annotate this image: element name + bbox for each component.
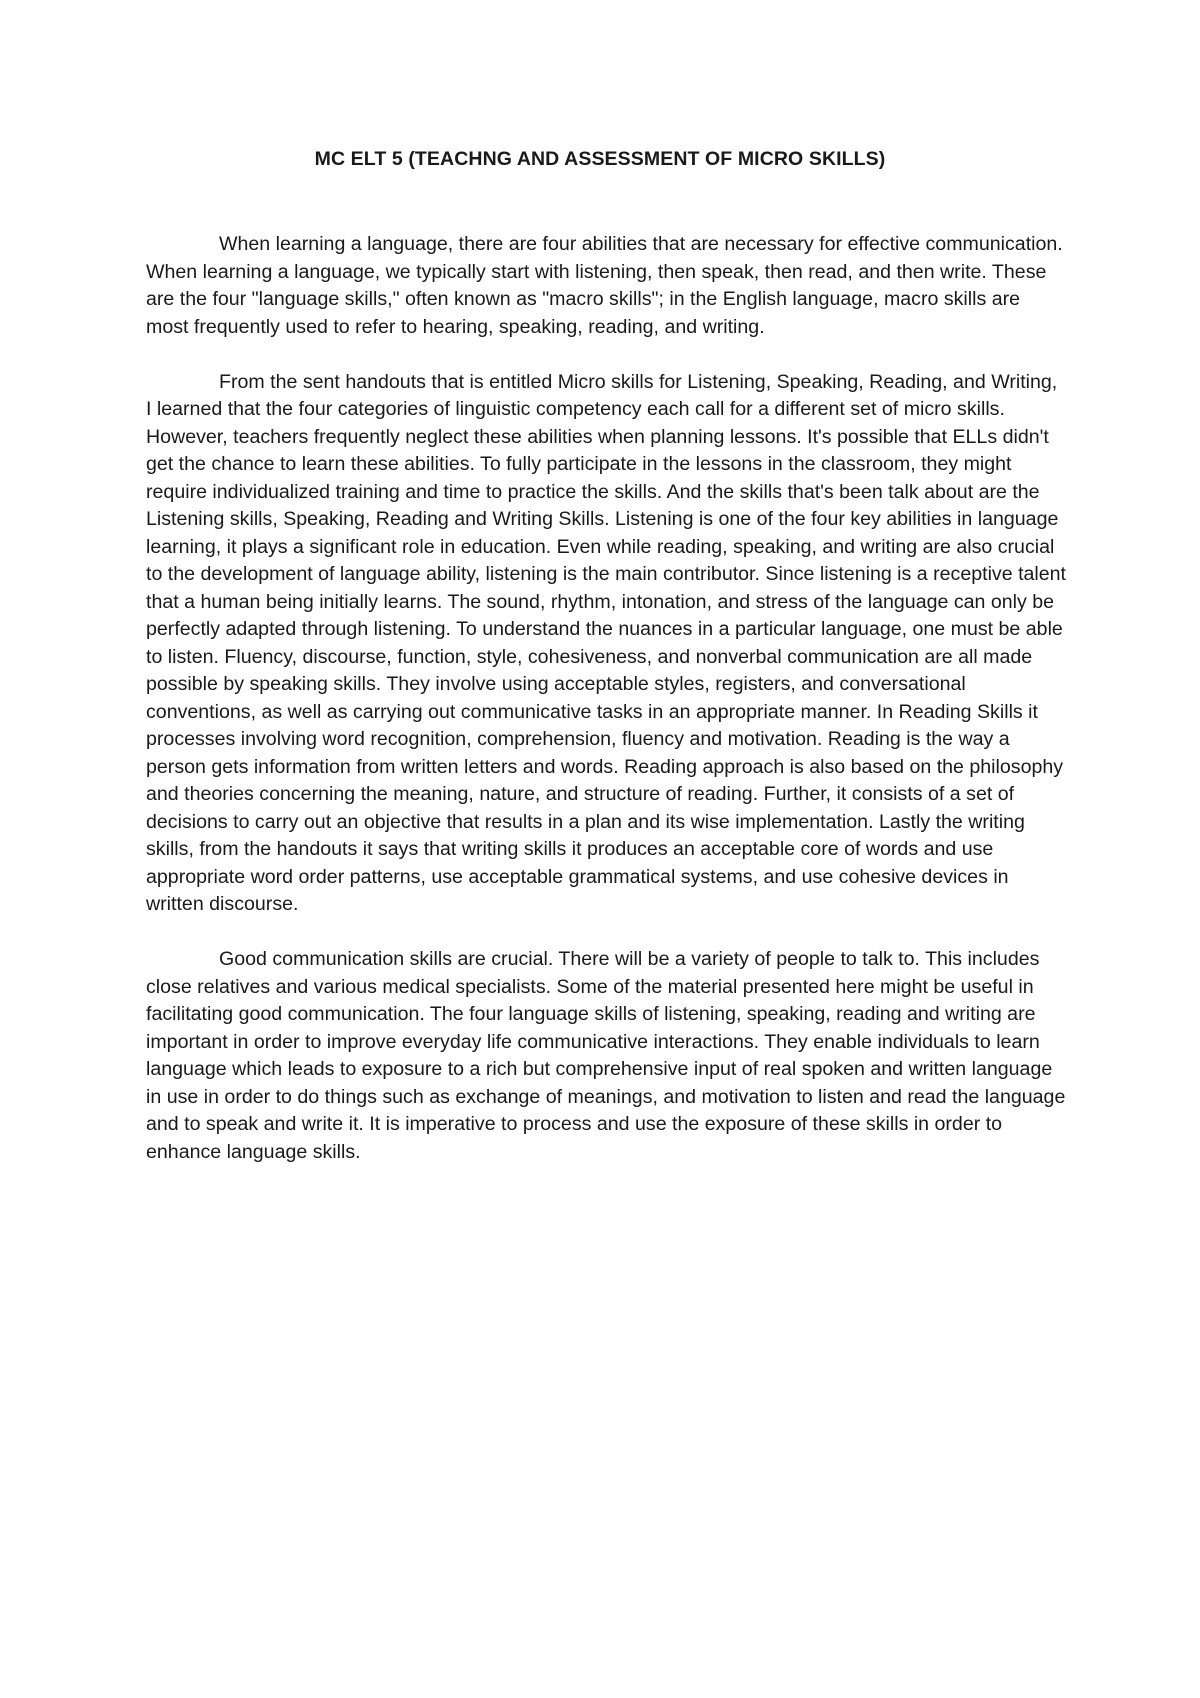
paragraph-communication: Good communication skills are crucial. There will be a variety of people to talk to. This includes close relatives and various medical specialists. Some of the material presented here might be useful in facilitating good communication. The four language skills of listening, speaking, reading and writing are important in order to improve everyday life communicative interactions. They enable individuals to learn language which leads to exposure to a rich but comprehensive input of real spoken and written language in use in order to do things such as exchange of meanings, and motivation to listen and read the language and to speak and write it. It is imperative to process and use the exposure of these skills in order to enhance language skills. — [146, 948, 1066, 1163]
paragraph-micro-skills: From the sent handouts that is entitled Micro skills for Listening, Speaking, Reading, and Writing, I learned that the four categories of linguistic competency each call for a different set of micro skills. However, teachers frequently neglect these abilities when planning lessons. It's possible that ELLs didn't get the chance to learn these abilities. To fully participate in the lessons in the classroom, they might require individualized training and time to practice the skills. And the skills that's been talk about are the Listening skills, Speaking, Reading and Writing Skills. Listening is one of the four key abilities in language learning, it plays a significant role in education. Even while reading, speaking, and writing are also crucial to the development of language ability, listening is the main contributor. Since listening is a receptive talent that a human being initially learns. The sound, rhythm, intonation, and stress of the language can only be perfectly adapted through listening. To understand the nuances in a particular language, one must be able to listen. Fluency, discourse, function, style, cohesiveness, and nonverbal communication are all made possible by speaking skills. They involve using acceptable styles, registers, and conversational conventions, as well as carrying out communicative tasks in an appropriate manner. In Reading Skills it processes involving word recognition, comprehension, fluency and motivation. Reading is the way a person gets information from written letters and words. Reading approach is also based on the philosophy and theories concerning the meaning, nature, and structure of reading. Further, it consists of a set of decisions to carry out an objective that results in a plan and its wise implementation. Lastly the writing skills, from the handouts it says that writing skills it produces an acceptable core of words and use appropriate word order patterns, use acceptable grammatical systems, and use cohesive devices in written discourse. — [146, 370, 1066, 915]
document-body — [146, 231, 1066, 1194]
paragraph-macro-skills: When learning a language, there are four abilities that are necessary for effective communication. When learning a language, we typically start with listening, then speak, then read, and then write. These are the four "language skills," often known as "macro skills"; in the English language, macro skills are most frequently used to refer to hearing, speaking, reading, and writing. — [146, 233, 1063, 338]
document-title: MC ELT 5 (TEACHNG AND ASSESSMENT OF MICRO SKILLS) — [314, 148, 886, 170]
